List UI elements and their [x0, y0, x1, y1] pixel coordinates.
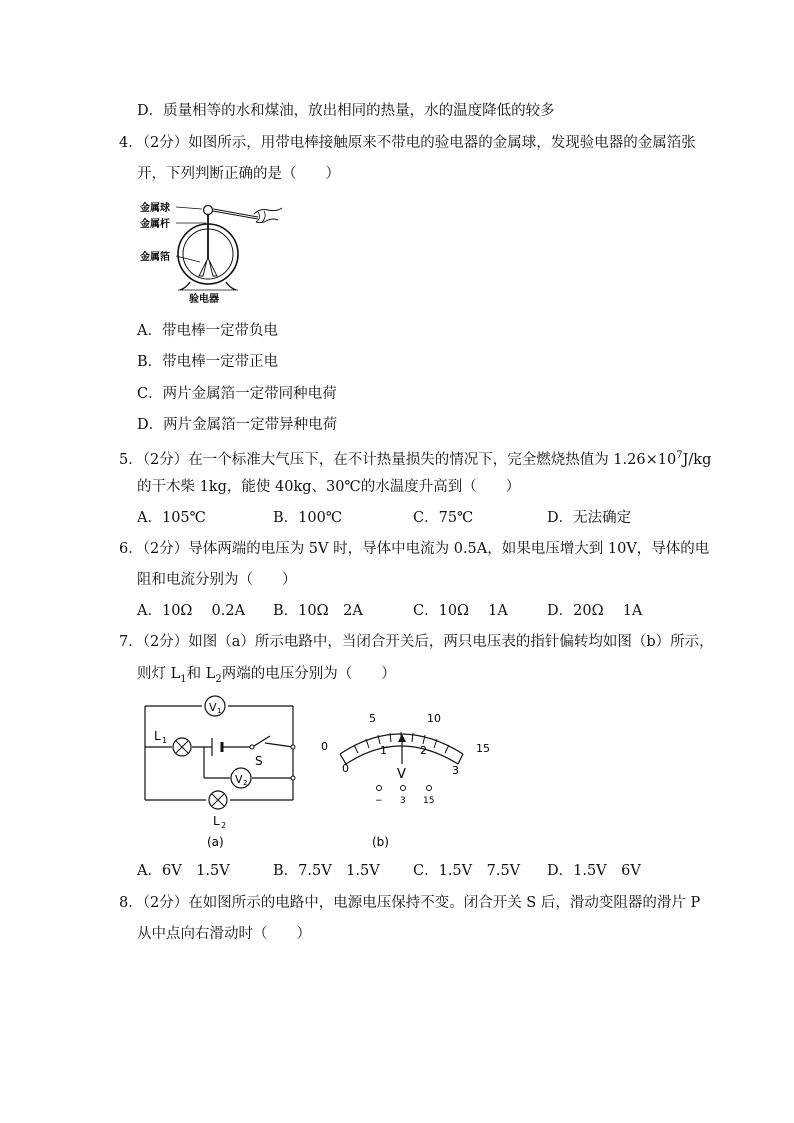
q7-sub-1: 1 [180, 673, 187, 685]
lower-tick-3: 3 [452, 764, 459, 777]
q3-option-d: D．质量相等的水和煤油，放出相同的热量，水的温度降低的较多 [137, 103, 555, 119]
q5-stem-line1 [119, 446, 711, 470]
terminal-minus: − [375, 796, 383, 806]
figure-b-caption: (b) [372, 835, 389, 849]
voltmeter-figure-b [318, 706, 498, 854]
q7-stem-line2 [137, 664, 396, 690]
q6-option-b: B．10Ω 2A [273, 603, 363, 619]
switch-label: S [255, 754, 263, 768]
q5-option-b: B．100℃ [273, 510, 343, 526]
q4-stem-line2: 开，下列判断正确的是（ ） [137, 166, 340, 182]
q7-stem-line1: 7．（2分）如图（a）所示电路中，当闭合开关后，两只电压表的指针偏转均如图（b）所示， [119, 634, 714, 650]
label-metal-foil: 金属箔 [140, 252, 170, 263]
q5-option-d: D．无法确定 [547, 510, 632, 526]
q6-stem-line1: 6．（2分）导体两端的电压为 5V 时，导体中电流为 0.5A，如果电压增大到 10V，导体的电 [119, 541, 710, 557]
upper-tick-0: 0 [321, 740, 328, 753]
q7-option-d: D．1.5V 6V [547, 863, 641, 879]
q4-option-d: D．两片金属箔一定带异种电荷 [137, 417, 338, 433]
q6-option-c: C．10Ω 1A [413, 603, 508, 619]
q4-stem-line1: 4．（2分）如图所示，用带电棒接触原来不带电的验电器的金属球，发现验电器的金属箔张 [119, 135, 696, 151]
v2-symbol: V [235, 773, 243, 786]
q8-stem-line1: 8．（2分）在如图所示的电路中，电源电压保持不变。闭合开关 S 后，滑动变阻器的滑片 P [119, 895, 701, 911]
terminal-3: 3 [400, 796, 406, 806]
q6-option-d: D．20Ω 1A [547, 603, 643, 619]
v2-sub: 2 [243, 779, 248, 787]
q5-stem-pre: 5．（2分）在一个标准大气压下，在不计热量损失的情况下，完全燃烧热值为 1.26×10 [119, 451, 677, 468]
label-metal-rod: 金属杆 [140, 219, 170, 230]
lower-tick-1: 1 [380, 744, 387, 757]
v1-symbol: V [209, 701, 217, 714]
electroscope-figure [138, 196, 288, 308]
figure-a-caption: (a) [207, 835, 224, 849]
upper-tick-15: 15 [476, 742, 490, 755]
l1-sub: 1 [162, 736, 168, 745]
l1-label: L [154, 729, 161, 743]
q4-option-c: C．两片金属箔一定带同种电荷 [137, 386, 337, 402]
q6-option-a: A．10Ω 0.2A [137, 603, 246, 619]
q6-stem-line2: 阻和电流分别为（ ） [137, 572, 297, 588]
lower-tick-0: 0 [342, 762, 349, 775]
terminal-15: 15 [423, 796, 435, 806]
unit-v: V [397, 767, 406, 782]
q5-stem-unit: J/kg [682, 451, 712, 468]
l2-sub: 2 [221, 821, 227, 830]
v1-sub: 1 [217, 707, 222, 715]
l2-label: L [213, 814, 220, 828]
label-metal-ball: 金属球 [140, 203, 170, 214]
q8-stem-line2: 从中点向右滑动时（ ） [137, 926, 311, 942]
upper-tick-5: 5 [369, 712, 376, 725]
q7-option-b: B．7.5V 1.5V [273, 863, 380, 879]
q5-exponent: 7 [676, 450, 683, 461]
lower-tick-2: 2 [420, 744, 427, 757]
q7-stem-a: 则灯 L [137, 666, 181, 682]
q7-stem-c: 两端的电压分别为（ ） [221, 666, 396, 682]
q5-option-a: A．105℃ [137, 510, 206, 526]
q7-stem-b: 和 L [186, 666, 216, 682]
q5-stem-line2: 的干木柴 1kg，能使 40kg、30℃的水温度升高到（ ） [137, 479, 521, 495]
q5-option-c: C．75℃ [413, 510, 474, 526]
upper-tick-10: 10 [427, 712, 441, 725]
label-electroscope: 验电器 [189, 294, 219, 305]
q7-sub-2: 2 [215, 673, 222, 685]
q4-option-b: B．带电棒一定带正电 [137, 354, 279, 370]
q7-option-c: C．1.5V 7.5V [413, 863, 521, 879]
circuit-figure-a [140, 694, 305, 854]
q4-option-a: A．带电棒一定带负电 [137, 323, 278, 339]
q7-option-a: A．6V 1.5V [137, 863, 230, 879]
